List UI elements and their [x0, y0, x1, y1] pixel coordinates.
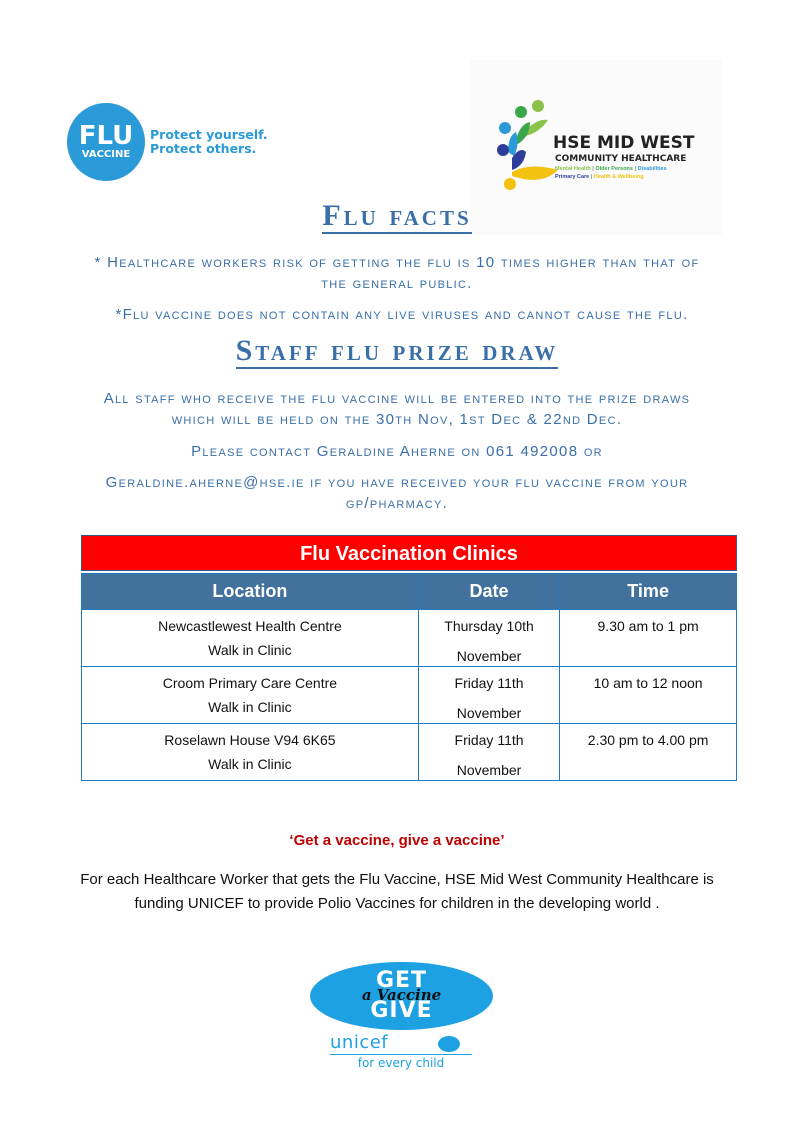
service-disabilities: Disabilities — [637, 166, 667, 172]
hse-logo-subtitle: COMMUNITY HEALTHCARE — [555, 154, 687, 164]
hse-people-icon — [490, 100, 560, 190]
tagline-line-2: Protect others. — [150, 141, 257, 156]
hse-services-line-1 — [555, 166, 667, 172]
date-month: November — [456, 648, 522, 664]
date-day: Thursday 10th — [444, 618, 534, 634]
date-month: November — [456, 705, 522, 721]
date-month: November — [456, 762, 522, 778]
date-day: Friday 11th — [454, 732, 524, 748]
prize-draw-email-note: Geraldine.aherne@hse.ie if you have received your flu vaccine from your gp/pharmacy. — [105, 474, 689, 512]
table-row — [82, 724, 737, 781]
cell-location — [82, 610, 419, 667]
date-day: Friday 11th — [454, 675, 524, 691]
unicef-tagline: for every child — [330, 1054, 472, 1070]
logo-get-text: GET — [375, 968, 428, 993]
vaccine-logo-text: VACCINE — [81, 149, 131, 160]
cell-date — [418, 667, 559, 724]
cell-time — [560, 724, 737, 781]
service-primary-care: Primary Care — [555, 174, 590, 180]
prize-draw-heading — [0, 334, 794, 368]
location-name: Croom Primary Care Centre — [162, 675, 338, 691]
logo-give-text: GIVE — [370, 998, 433, 1023]
service-mental-health: Mental Health — [555, 166, 591, 172]
cell-date — [418, 724, 559, 781]
flu-logo-tagline — [150, 128, 268, 156]
separator: | — [592, 166, 594, 172]
column-header-date: Date — [418, 574, 559, 610]
service-older-persons: Older Persons — [595, 166, 633, 172]
column-header-time: Time — [560, 574, 737, 610]
clinics-table-title: Flu Vaccination Clinics — [81, 535, 737, 571]
clinic-time: 10 am to 12 noon — [593, 675, 703, 691]
hse-logo-title: HSE MID WEST — [553, 133, 695, 153]
location-name: Newcastlewest Health Centre — [158, 618, 342, 634]
tagline-line-1: Protect yourself. — [150, 127, 268, 142]
location-name: Roselawn House V94 6K65 — [164, 732, 336, 748]
table-header-row — [82, 574, 737, 610]
separator: | — [634, 166, 637, 172]
clinic-type: Walk in Clinic — [208, 642, 292, 658]
cell-location — [82, 667, 419, 724]
table-row — [82, 610, 737, 667]
flu-fact-1: * Healthcare workers risk of getting the flu is 10 times higher than that of the general public. — [94, 254, 700, 292]
flu-vaccine-logo — [67, 103, 268, 181]
hse-services-line-2 — [555, 174, 644, 180]
table-row — [82, 667, 737, 724]
prize-draw-description: All staff who receive the flu vaccine will be entered into the prize draws which will be held on the 30th Nov, 1st Dec & 22nd Dec. — [103, 390, 691, 428]
clinic-type: Walk in Clinic — [208, 756, 292, 772]
separator: | — [590, 174, 593, 180]
prize-draw-contact: Please contact Geraldine Aherne on 061 492008 or — [191, 443, 603, 460]
logo-a-vaccine-text: a Vaccine — [361, 986, 442, 1004]
service-health-wellbeing: Health & Wellbeing — [593, 174, 644, 180]
flu-logo-text: FLU — [78, 121, 134, 151]
clinics-table-section — [81, 535, 737, 781]
clinic-time: 2.30 pm to 4.00 pm — [587, 732, 709, 748]
cell-location — [82, 724, 419, 781]
clinic-type: Walk in Clinic — [208, 699, 292, 715]
cell-time — [560, 610, 737, 667]
flu-facts-heading — [0, 199, 794, 233]
campaign-slogan: ‘Get a vaccine, give a vaccine’ — [289, 832, 505, 849]
flu-facts-heading-text: Flu facts — [322, 199, 472, 232]
clinic-time: 9.30 am to 1 pm — [597, 618, 699, 634]
cell-time — [560, 667, 737, 724]
prize-draw-heading-text: Staff flu prize draw — [235, 334, 559, 367]
cell-date — [418, 610, 559, 667]
flu-fact-2: *Flu vaccine does not contain any live viruses and cannot cause the flu. — [115, 306, 689, 323]
unicef-wordmark: unicef — [330, 1032, 389, 1053]
column-header-location: Location — [82, 574, 419, 610]
get-give-unicef-logo — [310, 962, 495, 1072]
campaign-description: For each Healthcare Worker that gets the Flu Vaccine, HSE Mid West Community Healthcare is funding UNICEF to provide Polio Vaccines for children in the developing world . — [80, 871, 714, 912]
un-globe-icon — [438, 1036, 460, 1052]
clinics-table — [81, 573, 737, 781]
flu-vaccine-circle-icon — [67, 103, 145, 181]
